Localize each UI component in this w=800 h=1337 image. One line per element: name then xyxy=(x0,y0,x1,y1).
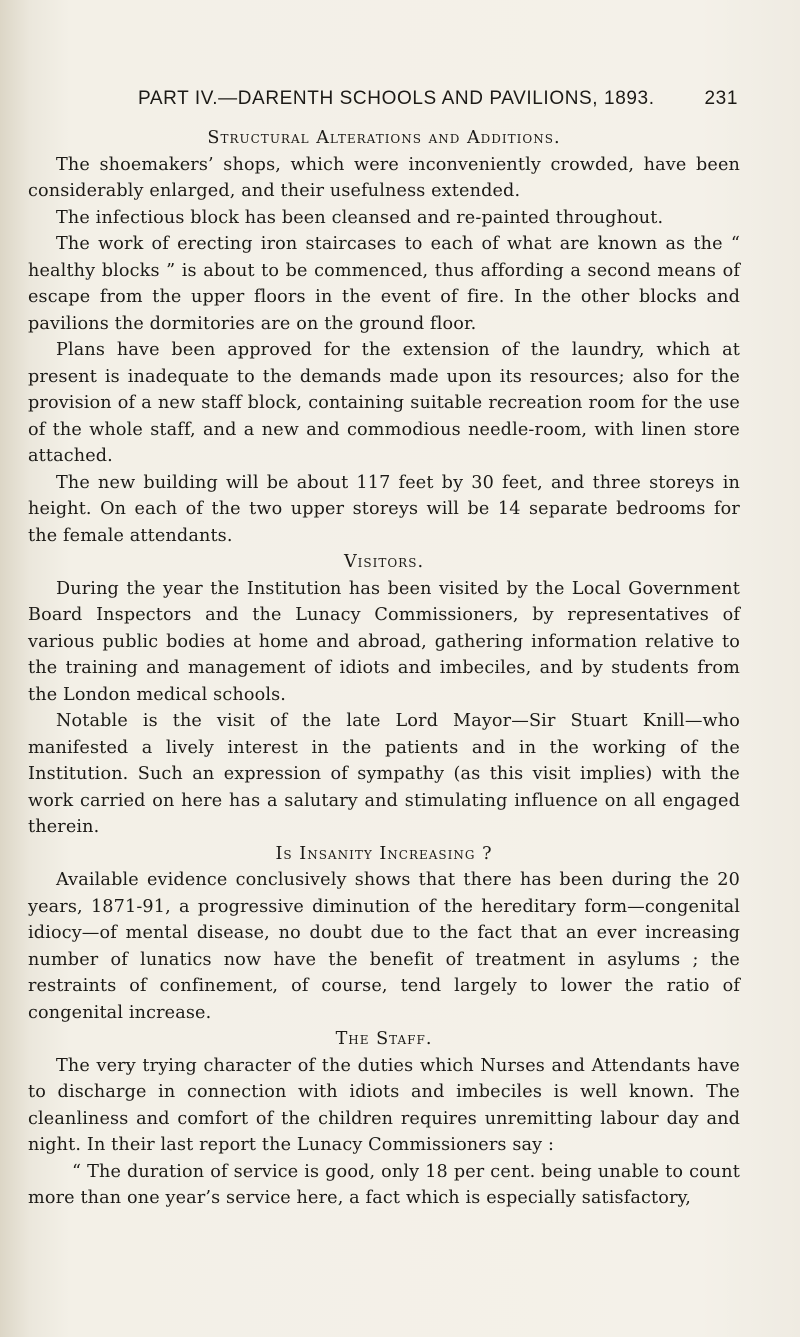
section-heading-visitors: Visitors. xyxy=(343,552,425,572)
paragraph: Notable is the visit of the late Lord Mayor—Sir Stuart Knill—who manifested a lively interest in the patients and in the working of the Institution. Such an expression of sympathy (as this visit implies) with the work carried on here has a salutary and stimulating influence on all engaged therein. xyxy=(28,711,740,837)
page-number: 231 xyxy=(704,88,738,109)
paragraph: The work of erecting iron staircases to each of what are known as the “ healthy blocks ” is about to be commenced, thus affording a second means of escape from the upper floors in the event of fire. In the other blocks and pavilions the dormitories are on the ground floor. xyxy=(28,234,740,334)
paragraph: The very trying character of the duties which Nurses and Attendants have to discharge in connection with idiots and imbeciles is well known. The cleanliness and comfort of the children requires unremitting labour day and night. In their last report the Lunacy Commissioners say : xyxy=(28,1055,740,1155)
section-heading-insanity: Is Insanity Increasing ? xyxy=(275,843,493,864)
paragraph: Available evidence conclusively shows that there has been during the 20 years, 1871-91, a progressive diminution of the hereditary form—congenital idiocy—of mental disease, no doubt due to the fact that an ever increasing number of lunatics now have the benefit of treatment in asylums ; the restraints of confinement, of course, tend largely to lower the ratio of congenital increase. xyxy=(28,870,740,1023)
paragraph: The shoemakers’ shops, which were inconveniently crowded, have been considerably enlarged, and their usefulness extended. xyxy=(28,154,740,201)
paragraph: During the year the Institution has been visited by the Local Government Board Inspectors and the Lunacy Commissioners, by representatives of various public bodies at home and abroad, gathering information relative to the training and management of idiots and imbeciles, and by students from the London medical schools. xyxy=(28,578,740,705)
body-text xyxy=(28,125,740,1212)
quoted-paragraph: “ The duration of service is good, only 18 per cent. being unable to count more than one year’s service here, a fact which is especially satisfactory, xyxy=(28,1161,740,1208)
section-heading-structural: Structural Alterations and Additions. xyxy=(207,128,561,148)
section-heading-staff: The Staff. xyxy=(335,1029,433,1049)
paragraph: The new building will be about 117 feet by 30 feet, and three storeys in height. On each of the two upper storeys will be 14 separate bedrooms for the female attendants. xyxy=(28,472,740,546)
running-head-title: PART IV.—DARENTH SCHOOLS AND PAVILIONS, 1893. xyxy=(138,88,655,109)
paragraph: Plans have been approved for the extension of the laundry, which at present is inadequate to the demands made upon its resources; also for the provision of a new staff block, containing suitable recreation room for the use of the whole staff, and a new and commodious needle-room, with linen store attached. xyxy=(28,340,740,466)
paragraph: The infectious block has been cleansed and re-painted throughout. xyxy=(56,207,664,228)
running-head xyxy=(138,88,738,116)
